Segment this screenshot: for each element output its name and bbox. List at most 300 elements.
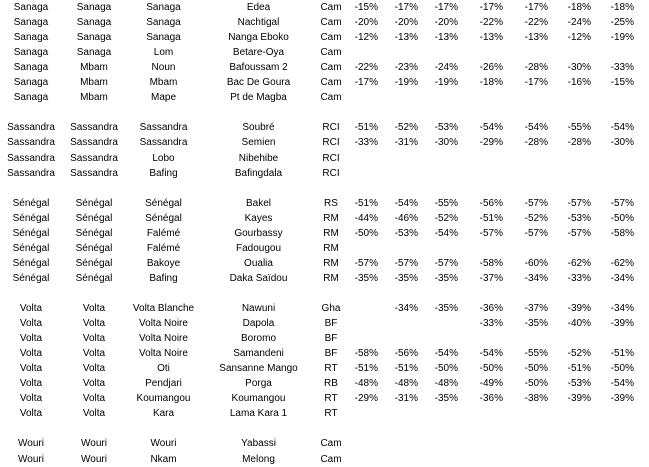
basin-cell: Sanaga (13, 32, 49, 44)
station-cell: Melong (242, 453, 275, 465)
value-cell: -28% (567, 137, 591, 149)
value-cell (418, 331, 458, 346)
river-cell: Mbam (80, 92, 108, 104)
blank-row (0, 181, 649, 196)
value-cell: -19% (394, 77, 418, 89)
country-cell: RCI (322, 167, 340, 179)
country-cell: RCI (322, 137, 340, 149)
value-cell (503, 45, 548, 60)
value-cell: -13% (524, 32, 548, 44)
value-cell: -51% (354, 122, 378, 134)
value-cell: -33% (610, 62, 634, 74)
station-cell: Oualia (244, 257, 273, 269)
tributary-cell: Sénégal (145, 212, 182, 224)
table-row (0, 391, 649, 406)
basin-cell: Sassandra (7, 137, 55, 149)
value-cell: -34% (394, 303, 418, 314)
basin-cell: Sénégal (12, 197, 50, 209)
country-cell: BF (324, 318, 338, 330)
value-cell: -36% (479, 303, 503, 314)
value-cell: -54% (394, 197, 418, 209)
value-cell: -51% (354, 363, 378, 375)
value-cell (548, 151, 591, 166)
value-cell (418, 316, 458, 331)
table-row (0, 211, 649, 226)
value-cell (458, 436, 503, 451)
value-cell: -12% (567, 32, 591, 44)
value-cell: -51% (394, 363, 418, 375)
country-cell: RT (324, 393, 338, 405)
river-cell: Volta (82, 378, 106, 390)
river-cell: Sanaga (76, 32, 112, 44)
value-cell (378, 45, 418, 60)
tributary-cell: Bafing (149, 167, 178, 179)
station-cell: Kayes (244, 212, 273, 224)
value-cell: -57% (567, 227, 591, 239)
river-cell: Volta (82, 348, 106, 360)
value-cell: -35% (434, 393, 458, 405)
value-cell (503, 406, 548, 421)
table-row (0, 166, 649, 181)
value-cell: -28% (524, 137, 548, 149)
river-cell: Wouri (81, 438, 107, 450)
table-row (0, 452, 649, 467)
river-cell: Mbam (80, 62, 108, 74)
value-cell (378, 151, 418, 166)
tributary-cell: Volta Noire (139, 318, 188, 330)
value-cell: -39% (610, 393, 634, 405)
table-row (0, 346, 649, 361)
value-cell: -30% (610, 137, 634, 149)
value-cell (548, 436, 591, 451)
country-cell: BF (324, 333, 338, 345)
value-cell (346, 452, 378, 467)
basin-cell: Volta (19, 363, 43, 375)
basin-cell: Sénégal (12, 272, 50, 284)
river-cell: Volta (82, 318, 106, 330)
basin-cell: Volta (19, 318, 43, 330)
value-cell: -25% (610, 17, 634, 29)
table-row (0, 151, 649, 166)
value-cell: -28% (524, 62, 548, 74)
value-cell (418, 241, 458, 256)
table-row (0, 30, 649, 45)
value-cell: -54% (610, 122, 634, 134)
value-cell (591, 331, 634, 346)
value-cell (591, 452, 634, 467)
basin-cell: Sénégal (12, 257, 50, 269)
value-cell: -48% (434, 378, 458, 390)
value-cell: -51% (479, 212, 503, 224)
value-cell: -37% (479, 272, 503, 284)
river-cell: Sassandra (70, 152, 118, 164)
basin-cell: Sassandra (7, 167, 55, 179)
value-cell: -57% (610, 197, 634, 209)
river-cell: Sanaga (76, 17, 112, 29)
value-cell: -39% (610, 318, 634, 330)
value-cell: -23% (394, 62, 418, 74)
river-cell: Sénégal (75, 212, 113, 224)
value-cell (503, 436, 548, 451)
value-cell: -52% (524, 212, 548, 224)
tributary-cell: Sassandra (139, 122, 188, 134)
value-cell (418, 166, 458, 181)
country-cell: BF (324, 348, 338, 360)
table-row (0, 0, 649, 15)
value-cell: -44% (354, 212, 378, 224)
value-cell (458, 166, 503, 181)
river-cell: Sénégal (75, 272, 113, 284)
value-cell (418, 90, 458, 105)
value-cell: -55% (434, 197, 458, 209)
tributary-cell: Volta Noire (139, 333, 188, 345)
value-cell: -52% (567, 348, 591, 360)
value-cell: -53% (394, 227, 418, 239)
value-cell (346, 166, 378, 181)
country-cell: Cam (320, 62, 342, 74)
value-cell: -62% (567, 257, 591, 269)
station-cell: Bafingdala (234, 167, 283, 179)
value-cell: -57% (479, 227, 503, 239)
table-row (0, 271, 649, 286)
value-cell: -46% (394, 212, 418, 224)
value-cell: -40% (567, 318, 591, 330)
basin-cell: Volta (19, 303, 43, 314)
value-cell: -39% (567, 303, 591, 314)
value-cell (378, 452, 418, 467)
value-cell: -29% (479, 137, 503, 149)
value-cell: -18% (610, 2, 634, 13)
table-row (0, 120, 649, 135)
country-cell: RM (323, 242, 339, 254)
value-cell (346, 406, 378, 421)
country-cell: RCI (322, 122, 340, 134)
tributary-cell: Mape (150, 92, 176, 104)
value-cell (591, 90, 634, 105)
value-cell: -60% (524, 257, 548, 269)
table-row (0, 135, 649, 150)
value-cell: -17% (354, 77, 378, 89)
value-cell: -53% (434, 122, 458, 134)
tributary-cell: Volta Noire (139, 348, 188, 360)
country-cell: RS (324, 197, 338, 209)
basin-cell: Volta (19, 378, 43, 390)
tributary-cell: Volta Blanche (132, 303, 195, 314)
value-cell: -30% (567, 62, 591, 74)
station-cell: Nawuni (241, 303, 276, 314)
value-cell: -19% (434, 77, 458, 89)
value-cell: -22% (354, 62, 378, 74)
river-cell: Sanaga (76, 2, 112, 13)
river-cell: Sénégal (75, 257, 113, 269)
station-cell: Pt de Magba (230, 92, 287, 104)
tributary-cell: Bafing (149, 272, 178, 284)
station-cell: Yabassi (241, 438, 276, 450)
value-cell: -35% (434, 272, 458, 284)
value-cell: -51% (610, 348, 634, 360)
country-cell: Cam (320, 77, 342, 89)
value-cell: -48% (354, 378, 378, 390)
value-cell (346, 241, 378, 256)
blank-row (0, 105, 649, 120)
country-cell: Cam (320, 17, 342, 29)
table-row (0, 331, 649, 346)
value-cell: -51% (354, 197, 378, 209)
table-row (0, 75, 649, 90)
country-cell: Cam (320, 438, 342, 450)
value-cell: -31% (394, 393, 418, 405)
tributary-cell: Mbam (149, 77, 178, 89)
station-cell: Soubré (242, 122, 275, 134)
value-cell: -50% (610, 363, 634, 375)
value-cell: -53% (567, 378, 591, 390)
value-cell: -30% (434, 137, 458, 149)
tributary-cell: Nkam (150, 453, 177, 465)
value-cell: -15% (354, 2, 378, 13)
value-cell: -17% (479, 2, 503, 13)
tributary-cell: Sassandra (139, 137, 188, 149)
table-row (0, 436, 649, 451)
station-cell: Fadougou (235, 242, 282, 254)
value-cell: -17% (524, 77, 548, 89)
value-cell: -57% (524, 227, 548, 239)
value-cell: -55% (567, 122, 591, 134)
value-cell: -62% (610, 257, 634, 269)
value-cell: -18% (479, 77, 503, 89)
country-cell: RCI (322, 152, 340, 164)
value-cell (346, 90, 378, 105)
value-cell: -54% (434, 227, 458, 239)
value-cell: -54% (434, 348, 458, 360)
value-cell: -20% (394, 17, 418, 29)
basin-cell: Wouri (18, 453, 44, 465)
value-cell: -20% (434, 17, 458, 29)
value-cell: -52% (434, 212, 458, 224)
basin-cell: Sassandra (7, 122, 55, 134)
station-cell: Nanga Eboko (228, 32, 289, 44)
country-cell: RT (324, 408, 338, 420)
value-cell: -35% (394, 272, 418, 284)
value-cell: -54% (479, 348, 503, 360)
value-cell: -34% (524, 272, 548, 284)
tributary-cell: Sanaga (146, 2, 181, 13)
value-cell (503, 166, 548, 181)
value-cell: -56% (479, 197, 503, 209)
table-row (0, 90, 649, 105)
value-cell: -17% (434, 2, 458, 13)
value-cell (378, 331, 418, 346)
value-cell (378, 406, 418, 421)
value-cell: -54% (479, 122, 503, 134)
value-cell (548, 241, 591, 256)
value-cell: -57% (354, 257, 378, 269)
value-cell (418, 45, 458, 60)
value-cell (548, 166, 591, 181)
station-cell: Samandeni (233, 348, 284, 360)
river-cell: Sénégal (75, 227, 113, 239)
station-cell: Semien (241, 137, 276, 149)
country-cell: Cam (320, 92, 342, 104)
value-cell: -39% (567, 393, 591, 405)
value-cell (418, 151, 458, 166)
river-cell: Volta (82, 333, 106, 345)
value-cell (548, 45, 591, 60)
value-cell: -54% (524, 122, 548, 134)
river-cell: Volta (82, 393, 106, 405)
table-row (0, 60, 649, 75)
value-cell: -19% (610, 32, 634, 44)
tributary-cell: Lom (153, 47, 174, 59)
value-cell: -33% (479, 318, 503, 330)
country-cell: Gha (321, 303, 341, 314)
value-cell (591, 151, 634, 166)
basin-cell: Volta (19, 333, 43, 345)
station-cell: Edea (246, 2, 271, 13)
country-cell: RM (323, 212, 339, 224)
value-cell (458, 452, 503, 467)
value-cell (378, 166, 418, 181)
table-row (0, 226, 649, 241)
basin-cell: Wouri (18, 438, 44, 450)
table-row (0, 376, 649, 391)
value-cell (503, 151, 548, 166)
river-cell: Mbam (80, 77, 108, 89)
value-cell (458, 406, 503, 421)
value-cell (503, 241, 548, 256)
value-cell (591, 406, 634, 421)
value-cell: -50% (479, 363, 503, 375)
river-cell: Sanaga (76, 47, 112, 59)
value-cell (346, 301, 378, 316)
value-cell: -53% (567, 212, 591, 224)
table-row (0, 361, 649, 376)
country-cell: Cam (320, 32, 342, 44)
value-cell: -57% (524, 197, 548, 209)
value-cell: -24% (567, 17, 591, 29)
station-cell: Betare-Oya (232, 47, 285, 59)
river-cell: Wouri (81, 453, 107, 465)
river-cell: Volta (82, 363, 106, 375)
value-cell (591, 166, 634, 181)
station-cell: Daka Saïdou (229, 272, 288, 284)
basin-cell: Sanaga (13, 77, 49, 89)
value-cell: -57% (394, 257, 418, 269)
value-cell: -33% (567, 272, 591, 284)
value-cell: -51% (567, 363, 591, 375)
basin-cell: Sanaga (13, 62, 49, 74)
value-cell: -34% (610, 303, 634, 314)
value-cell: -50% (434, 363, 458, 375)
table-row (0, 45, 649, 60)
value-cell: -20% (354, 17, 378, 29)
station-cell: Koumangou (231, 393, 286, 405)
country-cell: RM (323, 227, 339, 239)
value-cell (378, 90, 418, 105)
tributary-cell: Sénégal (145, 197, 182, 209)
table-row (0, 256, 649, 271)
country-cell: Cam (320, 47, 342, 59)
value-cell (418, 452, 458, 467)
value-cell: -35% (524, 318, 548, 330)
value-cell (346, 436, 378, 451)
table-row (0, 241, 649, 256)
value-cell (548, 90, 591, 105)
value-cell (591, 45, 634, 60)
value-cell (548, 331, 591, 346)
river-cell: Sassandra (70, 122, 118, 134)
value-cell: -56% (394, 348, 418, 360)
tributary-cell: Falémé (146, 242, 181, 254)
value-cell (458, 45, 503, 60)
tributary-cell: Sanaga (146, 32, 181, 44)
country-cell: RM (323, 272, 339, 284)
blank-row (0, 286, 649, 301)
value-cell (346, 151, 378, 166)
table-row (0, 196, 649, 211)
station-cell: Nibehibe (238, 152, 279, 164)
value-cell: -52% (394, 122, 418, 134)
value-cell: -57% (434, 257, 458, 269)
basin-cell: Sénégal (12, 227, 50, 239)
value-cell: -34% (610, 272, 634, 284)
value-cell (458, 331, 503, 346)
table-row (0, 15, 649, 30)
value-cell: -50% (610, 212, 634, 224)
station-cell: Porga (245, 378, 272, 390)
value-cell: -24% (434, 62, 458, 74)
basin-cell: Volta (19, 348, 43, 360)
station-cell: Gourbassy (234, 227, 283, 239)
river-cell: Sassandra (70, 137, 118, 149)
table-row (0, 316, 649, 331)
value-cell: -26% (479, 62, 503, 74)
tributary-cell: Falémé (146, 227, 181, 239)
value-cell: -36% (479, 393, 503, 405)
river-cell: Volta (82, 408, 106, 420)
station-cell: Boromo (240, 333, 276, 345)
tributary-cell: Sanaga (146, 17, 181, 29)
value-cell (418, 406, 458, 421)
value-cell: -50% (354, 227, 378, 239)
value-cell (346, 331, 378, 346)
station-cell: Bac De Goura (226, 77, 291, 89)
value-cell: -17% (394, 2, 418, 13)
value-cell (346, 45, 378, 60)
tributary-cell: Bakoye (146, 257, 181, 269)
basin-cell: Volta (19, 393, 43, 405)
value-cell: -38% (524, 393, 548, 405)
value-cell (458, 90, 503, 105)
station-cell: Dapola (242, 318, 275, 330)
value-cell (548, 406, 591, 421)
value-cell: -48% (394, 378, 418, 390)
value-cell: -50% (524, 363, 548, 375)
value-cell (378, 436, 418, 451)
station-cell: Sansanne Mango (219, 363, 298, 375)
value-cell: -22% (479, 17, 503, 29)
value-cell: -22% (524, 17, 548, 29)
value-cell (548, 452, 591, 467)
basin-cell: Sanaga (13, 17, 49, 29)
country-cell: RT (324, 363, 338, 375)
value-cell: -31% (394, 137, 418, 149)
value-cell: -16% (567, 77, 591, 89)
value-cell: -33% (354, 137, 378, 149)
value-cell: -29% (354, 393, 378, 405)
value-cell (503, 452, 548, 467)
value-cell: -58% (610, 227, 634, 239)
value-cell: -35% (354, 272, 378, 284)
